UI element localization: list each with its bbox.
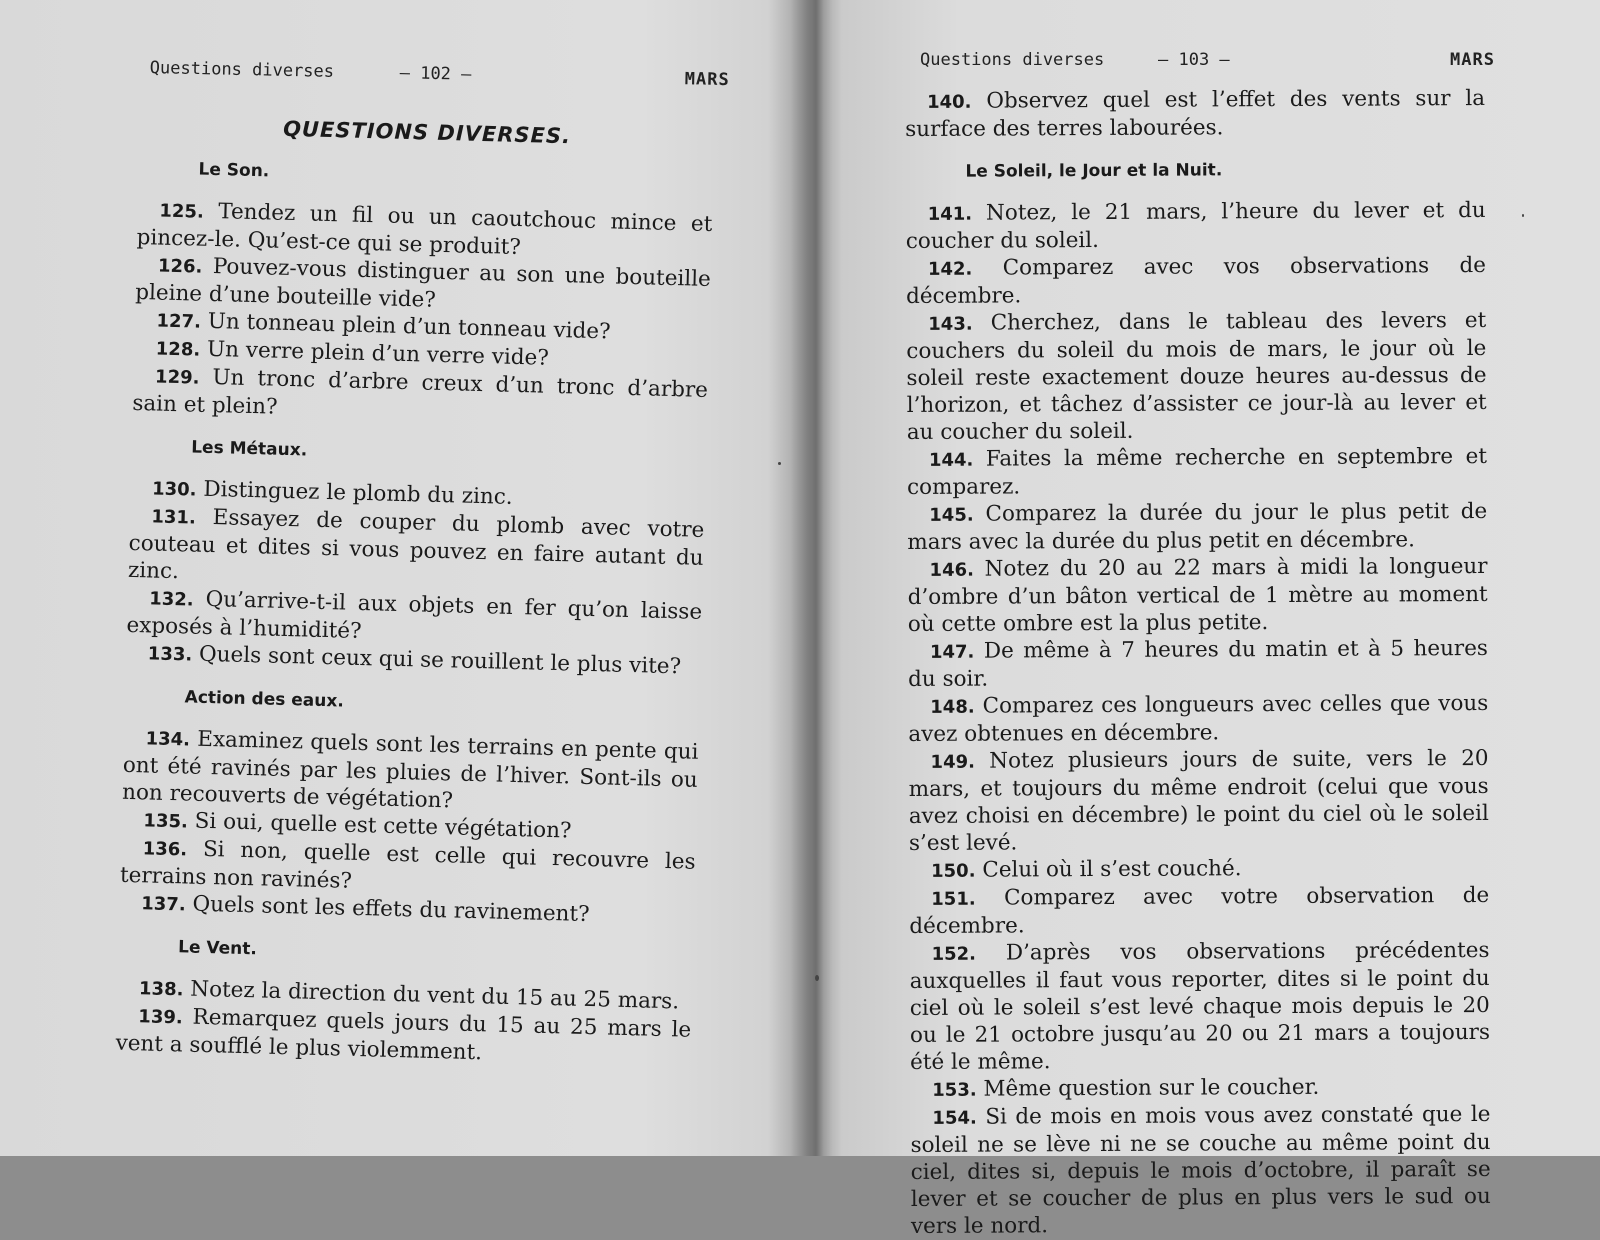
question-text: Faites la même recherche en septembre et comparez. [907, 443, 1488, 500]
question-number: 127. [156, 310, 202, 333]
question-text: De même à 7 heures du matin et à 5 heures du soir. [908, 635, 1489, 692]
question-number: 125. [159, 200, 205, 223]
question-number: 139. [138, 1006, 183, 1029]
question-text: Si de mois en mois vous avez constaté que le soleil ne se lève ni ne se couche au même point du ciel, dites si, depuis le mois d’octobre, il paraît se lever et se coucher de plus en plus vers le sud ou vers le nord. [910, 1101, 1491, 1239]
question-text: Notez plusieurs jours de suite, vers le 20 mars, et toujours du même endroit (celui que vous avez choisi en décembre) le point du ciel où le soleil s’est levé. [908, 745, 1489, 856]
left-page [0, 0, 810, 1156]
question-text: Même question sur le coucher. [976, 1074, 1320, 1102]
left-page-header [149, 58, 730, 91]
section-title: Les Métaux. [190, 437, 308, 461]
page-number: — 102 — [399, 63, 472, 85]
running-head-left: Questions diverses [920, 50, 1105, 70]
question-number: 135. [143, 810, 189, 833]
question-text: Si non, quelle est celle qui recouvre les terrains non ravinés? [119, 836, 696, 894]
question-text: Si oui, quelle est cette végétation? [187, 808, 572, 844]
question-number: 138. [138, 978, 184, 1001]
question-text: Distinguez le plomb du zinc. [196, 476, 514, 510]
question-text: D’après vos observations précédentes auxquelles il faut vous reporter, dites si le point du ciel où le soleil s’est levé chaque mois depuis le 20 ou le 21 octobre jusqu’au 20 ou 21 mars a toujours été le même. [909, 937, 1491, 1075]
right-page-body [905, 85, 1491, 1240]
question-text: Comparez ces longueurs avec celles que vous avez obtenues en décembre. [908, 690, 1489, 747]
section-title: Le Son. [198, 159, 270, 182]
question-item [910, 1101, 1491, 1240]
question-item [906, 197, 1486, 255]
question-text: Notez du 20 au 22 mars à midi la longueur d’ombre d’un bâton vertical de 1 mètre au moment où cette ombre est la plus petite. [907, 553, 1488, 637]
question-item [122, 724, 699, 821]
question-number: 131. [151, 506, 197, 529]
question-number: 133. [147, 643, 193, 666]
question-item [905, 85, 1485, 143]
question-text: Notez, le 21 mars, l’heure du lever et du coucher du soleil. [905, 197, 1486, 254]
question-number: 137. [140, 893, 186, 916]
question-number: 153. [932, 1079, 977, 1101]
chapter-title: QUESTIONS DIVERSES. [282, 116, 572, 149]
question-number: 142. [927, 258, 973, 280]
question-item [908, 635, 1488, 693]
question-text: Comparez avec vos observations de décembre. [906, 252, 1487, 309]
question-text: Celui où il s’est couché. [975, 856, 1242, 883]
question-item [128, 502, 705, 599]
question-number: 130. [151, 478, 197, 501]
page-number: — 103 — [1158, 50, 1230, 70]
right-page [820, 0, 1600, 1239]
paper-speck [815, 975, 819, 981]
running-head-month: MARS [1450, 50, 1495, 70]
question-number: 134. [145, 728, 191, 751]
question-number: 126. [157, 255, 203, 278]
question-number: 154. [932, 1107, 977, 1129]
question-number: 129. [154, 366, 200, 389]
running-head-month: MARS [684, 69, 730, 91]
paper-speck [1522, 214, 1524, 217]
question-text: Comparez la durée du jour le plus petit de mars avec la durée du plus petit en décembre. [907, 498, 1488, 555]
question-number: 148. [930, 696, 975, 718]
question-item [909, 882, 1489, 940]
question-item [906, 307, 1487, 446]
question-text: Comparez avec votre observation de décembre. [909, 882, 1490, 939]
question-number: 141. [927, 203, 973, 225]
question-text: Cherchez, dans le tableau des levers et couchers du soleil du mois de mars, le jour où le soleil reste exactement douze heures au-dessus de l’horizon, et tâchez d’assister ce jour-là au lever et au coucher du soleil. [906, 307, 1487, 445]
running-head-left: Questions diverses [149, 58, 335, 82]
question-number: 144. [928, 449, 974, 471]
section-title: Action des eaux. [184, 687, 345, 712]
question-text: Remarquez quels jours du 15 au 25 mars le vent a soufflé le plus violemment. [115, 1004, 692, 1066]
question-number: 136. [142, 838, 188, 861]
question-item [908, 745, 1489, 857]
question-number: 147. [929, 641, 975, 663]
question-number: 150. [931, 860, 976, 882]
section-title: Le Vent. [177, 937, 258, 960]
question-number: 149. [930, 751, 976, 773]
question-text: Pouvez-vous distinguer au son une bouteille pleine d’une bouteille vide? [134, 253, 712, 313]
question-number: 151. [931, 888, 976, 910]
question-number: 140. [927, 91, 972, 113]
question-number: 146. [929, 559, 975, 581]
question-number: 152. [931, 943, 977, 965]
question-text: Un tonneau plein d’un tonneau vide? [200, 308, 611, 345]
question-item [906, 252, 1486, 310]
question-item [909, 854, 1489, 885]
question-text: Observez quel est l’effet des vents sur la surface des terres labourées. [905, 85, 1486, 142]
question-text: Quels sont les effets du ravinement? [185, 891, 590, 928]
left-page-body [115, 112, 715, 1072]
question-number: 132. [148, 588, 194, 611]
question-text: Examinez quels sont les terrains en pente qui ont été ravinés par les pluies de l’hiver. Sont-ils ou non recouverts de végétation? [121, 726, 699, 814]
section-title: Le Soleil, le Jour et la Nuit. [965, 160, 1223, 182]
question-number: 128. [155, 338, 201, 361]
paper-speck [778, 462, 781, 465]
question-text: Tendez un fil ou un caoutchouc mince et pincez-le. Qu’est-ce qui se produit? [136, 198, 713, 261]
question-text: Un tronc d’arbre creux d’un tronc d’arbre sain et plein? [132, 364, 709, 420]
question-number: 145. [929, 504, 974, 526]
question-text: Qu’arrive-t-il aux objets en fer qu’on laisse exposés à l’humidité? [126, 586, 703, 644]
question-text: Notez la direction du vent du 15 au 25 mars. [183, 976, 680, 1015]
question-item [907, 443, 1487, 501]
question-item [908, 690, 1488, 748]
question-item [909, 937, 1490, 1076]
question-text: Quels sont ceux qui se rouillent le plus vite? [191, 641, 682, 680]
question-item [907, 498, 1487, 556]
question-text: Un verre plein d’un verre vide? [199, 336, 550, 371]
question-number: 143. [928, 313, 973, 335]
question-item [910, 1073, 1490, 1104]
question-text: Essayez de couper du plomb avec votre couteau et dites si vous pouvez en faire autant du zinc. [127, 504, 705, 585]
question-item [907, 553, 1487, 638]
